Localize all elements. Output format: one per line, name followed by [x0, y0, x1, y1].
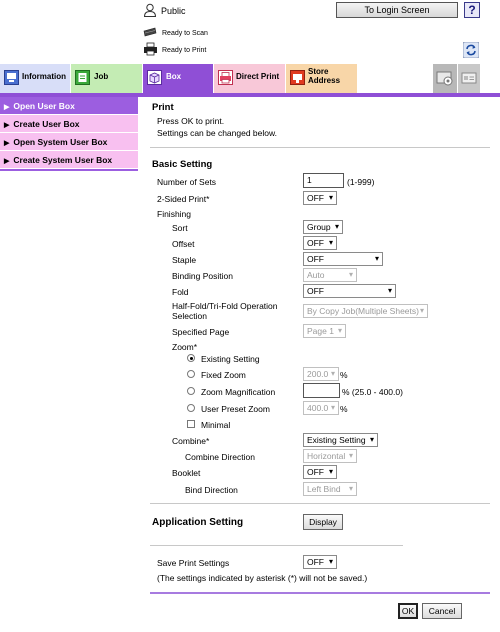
finishing-label: Finishing [157, 209, 192, 219]
divider [150, 545, 403, 546]
zoom-magnification-label: Zoom Magnification [201, 387, 276, 397]
basic-setting-title: Basic Setting [152, 159, 213, 170]
sidebar-item-create-system-user-box[interactable] [0, 151, 138, 169]
display-button[interactable]: Display [303, 514, 343, 530]
tab-box[interactable] [143, 64, 213, 93]
header [0, 0, 500, 64]
booklet-select[interactable]: OFF ▾ [303, 465, 337, 479]
binding-position-label: Binding Position [172, 271, 233, 281]
preset-zoom-select: 400.0 ▾ [303, 401, 339, 415]
cancel-button[interactable]: Cancel [422, 603, 462, 619]
zoom-fixed-radio[interactable] [187, 370, 195, 378]
user-card-icon [461, 70, 477, 86]
half-fold-label-line2: Selection [172, 311, 207, 321]
job-icon [75, 70, 90, 85]
preset-zoom-percent: % [340, 404, 348, 414]
two-sided-print-select[interactable]: OFF ▾ [303, 191, 337, 205]
minimal-label: Minimal [201, 420, 231, 430]
triangle-right-icon: ▶ [4, 140, 10, 147]
tab-direct-print-label: Direct Print [236, 72, 280, 81]
bind-direction-select: Left Bind ▾ [303, 482, 357, 496]
store-address-icon [290, 70, 305, 85]
sidebar-item-open-system-user-box[interactable] [0, 133, 138, 151]
information-icon [4, 70, 19, 85]
save-print-settings-label: Save Print Settings [157, 558, 230, 568]
fold-select[interactable]: OFF ▾ [303, 284, 396, 298]
login-screen-button[interactable]: To Login Screen [336, 2, 458, 18]
triangle-right-icon: ▶ [4, 104, 10, 111]
tab-information[interactable] [0, 64, 70, 93]
tab-direct-print[interactable] [214, 64, 285, 93]
save-print-settings-select[interactable]: OFF ▾ [303, 555, 337, 569]
sidebar [0, 97, 138, 171]
offset-label: Offset [172, 239, 195, 249]
instruction-text: Press OK to print. [157, 116, 225, 126]
tab-user-shortcut[interactable] [458, 64, 480, 93]
half-fold-select: By Copy Job(Multiple Sheets) ▾ [303, 304, 428, 318]
specified-page-select: Page 1 ▾ [303, 324, 346, 338]
user-icon [143, 3, 157, 17]
zoom-fixed-label: Fixed Zoom [201, 370, 246, 380]
divider [150, 503, 490, 504]
combine-label: Combine* [172, 436, 210, 446]
help-icon[interactable]: ? [464, 2, 480, 18]
zoom-existing-radio[interactable] [187, 354, 195, 362]
instruction-subtext: Settings can be changed below. [157, 128, 278, 138]
sidebar-item-open-user-box[interactable] [0, 97, 138, 115]
sidebar-item-label: Open User Box [13, 101, 75, 111]
two-sided-print-label: 2-Sided Print* [157, 194, 210, 204]
half-fold-label-line1: Half-Fold/Tri-Fold Operation [172, 301, 278, 311]
page-title: Print [152, 102, 174, 113]
footer-divider [150, 592, 490, 594]
user-name: Public [161, 6, 186, 16]
zoom-magnification-radio[interactable] [187, 387, 195, 395]
scan-status: Ready to Scan [162, 30, 208, 37]
ok-button[interactable]: OK [398, 603, 418, 619]
booklet-label: Booklet [172, 468, 201, 478]
number-of-sets-range: (1-999) [347, 177, 375, 187]
scanner-icon [143, 27, 157, 37]
sort-select[interactable]: Group ▾ [303, 220, 343, 234]
zoom-preset-radio[interactable] [187, 404, 195, 412]
sidebar-item-label: Open System User Box [13, 137, 108, 147]
number-of-sets-label: Number of Sets [157, 177, 217, 187]
fold-label: Fold [172, 287, 189, 297]
sidebar-item-label: Create User Box [13, 119, 80, 129]
sidebar-item-create-user-box[interactable] [0, 115, 138, 133]
staple-select[interactable]: OFF ▾ [303, 252, 383, 266]
tab-store-address[interactable] [286, 64, 357, 93]
triangle-right-icon: ▶ [4, 158, 10, 165]
asterisk-note: (The settings indicated by asterisk (*) will not be saved.) [157, 573, 368, 583]
tab-box-label: Box [166, 72, 182, 81]
application-setting-title: Application Setting [152, 517, 244, 528]
zoom-magnification-range: % (25.0 - 400.0) [342, 387, 403, 397]
number-of-sets-input[interactable]: 1 [303, 173, 344, 188]
fixed-zoom-select: 200.0 ▾ [303, 367, 339, 381]
specified-page-label: Specified Page [172, 327, 230, 337]
tab-store-address-label: Store Address [308, 67, 341, 85]
main-tabs [0, 64, 500, 94]
fixed-zoom-percent: % [340, 370, 348, 380]
sidebar-item-label: Create System User Box [13, 155, 113, 165]
zoom-label: Zoom* [172, 342, 198, 352]
printer-icon [143, 42, 158, 56]
sort-label: Sort [172, 223, 188, 233]
tab-job-label: Job [94, 72, 109, 81]
zoom-magnification-input[interactable] [303, 383, 340, 398]
zoom-preset-label: User Preset Zoom [201, 404, 270, 414]
tab-scan-shortcut[interactable] [433, 64, 457, 93]
tab-information-label: Information [22, 72, 66, 81]
staple-label: Staple [172, 255, 197, 265]
sidebar-divider [0, 169, 138, 171]
binding-position-select: Auto ▾ [303, 268, 357, 282]
direct-print-icon [218, 70, 233, 85]
divider [150, 147, 490, 148]
combine-direction-select: Horizontal ▾ [303, 449, 357, 463]
bind-direction-label: Bind Direction [185, 485, 238, 495]
triangle-right-icon: ▶ [4, 122, 10, 129]
combine-select[interactable]: Existing Setting ▾ [303, 433, 378, 447]
print-status: Ready to Print [162, 47, 207, 54]
combine-direction-label: Combine Direction [185, 452, 255, 462]
box-icon [147, 70, 162, 85]
minimal-checkbox[interactable] [187, 420, 195, 428]
scan-settings-icon [436, 69, 454, 87]
zoom-existing-label: Existing Setting [201, 354, 260, 364]
refresh-icon[interactable] [463, 42, 479, 58]
tab-job[interactable] [71, 64, 142, 93]
offset-select[interactable]: OFF ▾ [303, 236, 337, 250]
